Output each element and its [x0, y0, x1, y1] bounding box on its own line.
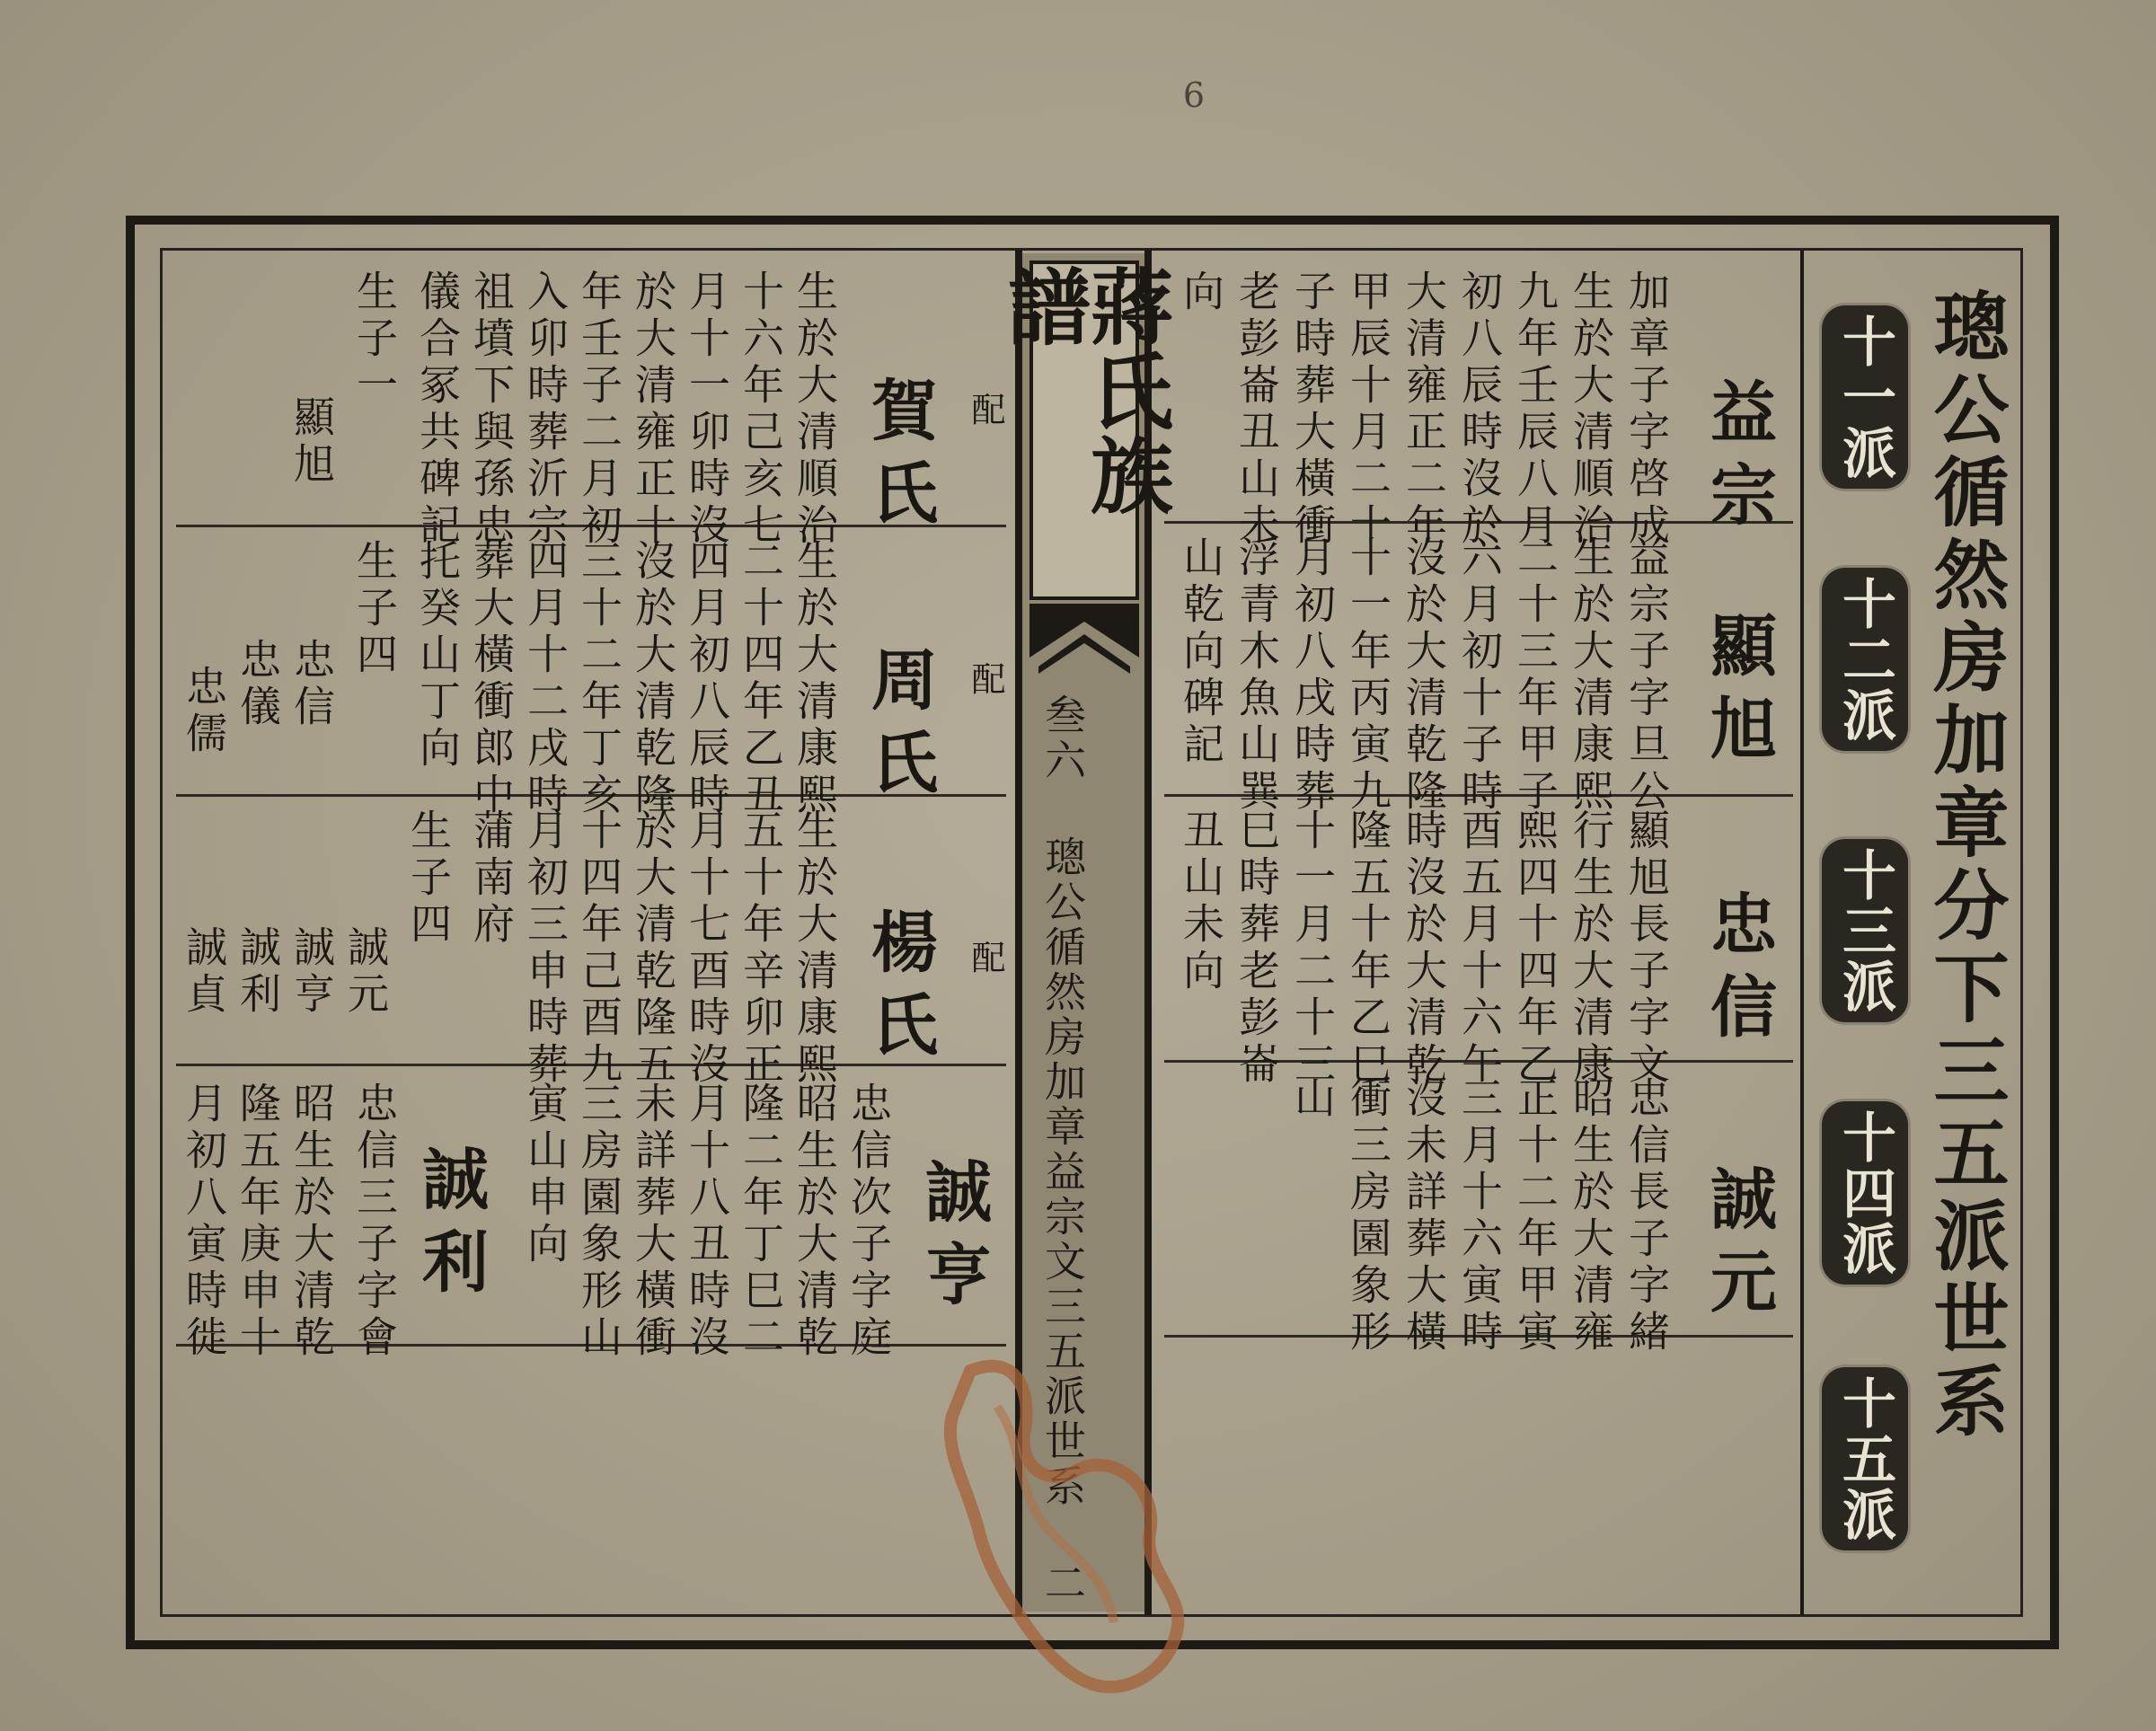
bio-chengyuan-1: 忠信長子字緒 [1622, 1076, 1671, 1356]
bio-zhou-1: 生於大清康熙 [791, 539, 839, 819]
pei-3: 配 [966, 940, 1005, 983]
bio-chengyuan-6: 衝三房園象形 [1344, 1076, 1392, 1356]
bio-zhongxin-9: 丑山未向 [1177, 808, 1225, 995]
bio-chengyuan-5: 沒未詳葬大橫 [1400, 1076, 1448, 1356]
bio-zhongxin-8: 巳時葬老彭崙 [1233, 808, 1281, 1089]
name-chengyuan: 誠元 [1700, 1164, 1777, 1329]
bio-he-1: 生於大清順治 [791, 269, 839, 550]
bio-he-2: 十六年己亥七 [737, 269, 785, 550]
bio-zhou-4: 沒於大清乾隆 [629, 539, 677, 819]
child-zhongyi: 忠儀 [234, 638, 282, 731]
bio-chengyuan-4: 三月十六寅時 [1455, 1076, 1504, 1356]
side-title: 璁公循然房加章分下三五派世系 [1922, 287, 2010, 1444]
bio-zhou-3: 四月初八辰時 [683, 539, 731, 819]
bio-yizong-2: 生於大清順治 [1567, 269, 1615, 550]
name-zhongxin: 忠信 [1700, 889, 1777, 1055]
bio-zhou-8: 托癸山丁向 [413, 539, 462, 773]
book-title: 蔣氏族譜 [994, 264, 1174, 517]
bio-chengli-3: 隆五年庚申十 [234, 1082, 282, 1362]
bio-yizong-3: 九年壬辰八月 [1511, 269, 1560, 550]
sheng-zi-3: 生子四 [404, 808, 453, 949]
bio-chengli-2: 昭生於大清乾 [287, 1082, 336, 1362]
bio-yang-1: 生於大清康熙 [791, 808, 839, 1089]
bio-yang-2: 五十年辛卯正 [737, 808, 785, 1089]
name-chengli: 誠利 [411, 1144, 489, 1310]
bio-chengyuan-7: 山 [1288, 1076, 1337, 1123]
bio-zhongxin-2: 行生於大清康 [1567, 808, 1615, 1089]
bio-xianxu-2: 生於大清康熙 [1567, 535, 1615, 816]
bio-he-4: 於大清雍正十 [629, 269, 677, 550]
bio-zhongxin-6: 隆五十年乙巳 [1344, 808, 1392, 1089]
bio-zhongxin-7: 十一月二十三 [1288, 808, 1337, 1089]
bio-chengting-3: 隆二年丁巳二 [737, 1082, 785, 1362]
bio-yizong-1: 加章子字啓成 [1622, 269, 1671, 550]
child-xianxu: 顯旭 [287, 395, 336, 489]
child-chengting: 誠亨 [287, 925, 336, 1019]
bio-chengyuan-2: 昭生於大清雍 [1567, 1076, 1615, 1356]
bio-zhongxin-5: 時沒於大清乾 [1400, 808, 1448, 1089]
child-zhongxin: 忠信 [287, 638, 336, 731]
bio-yang-3: 月十七酉時沒 [683, 808, 731, 1089]
bio-chengting-2: 昭生於大清乾 [791, 1082, 839, 1362]
spouse-zhou: 周氏 [861, 645, 938, 810]
bio-yizong-6: 甲辰十月二十 [1344, 269, 1392, 550]
bio-zhongxin-3: 熙四十四年乙 [1511, 808, 1560, 1089]
bio-he-8: 儀合冢共碑記 [413, 269, 462, 550]
bio-zhou-2: 二十四年乙丑 [737, 539, 785, 819]
bio-zhou-5: 三十二年丁亥 [575, 539, 623, 819]
bio-chengli-1: 忠信三子字會 [350, 1082, 399, 1362]
spouse-yang: 楊氏 [861, 907, 938, 1073]
child-chengli: 誠利 [234, 925, 282, 1019]
generation-badge-15: 十五派 [1825, 1371, 1904, 1547]
pei-2: 配 [966, 661, 1005, 704]
bio-yizong-4: 初八辰時沒於 [1455, 269, 1504, 550]
generation-badge-14: 十四派 [1825, 1105, 1904, 1281]
bio-xianxu-7: 月初八戌時葬 [1288, 535, 1337, 816]
bio-xianxu-6: 十一年丙寅九 [1344, 535, 1392, 816]
generation-badge-13: 十三派 [1825, 843, 1904, 1019]
bio-zhongxin-1: 顯旭長子字文 [1622, 808, 1671, 1089]
bio-yang-8: 寅山申向 [521, 1082, 570, 1268]
bio-zhou-6: 四月十二戌時 [521, 539, 570, 819]
bio-xianxu-5: 沒於大清乾隆 [1400, 535, 1448, 816]
side-rule [1800, 250, 1804, 1615]
bio-chengyuan-3: 正十二年甲寅 [1511, 1076, 1560, 1356]
bio-xianxu-3: 二十三年甲子 [1511, 535, 1560, 816]
name-chengting: 誠亨 [915, 1157, 992, 1322]
center-subtitle: 叁六 璁公循然房加章益宗文三五派世系 二 [1038, 693, 1087, 1606]
bio-he-3: 月十一卯時沒 [683, 269, 731, 550]
bio-chengting-6: 三房園象形山 [575, 1082, 623, 1362]
bio-chengting-1: 忠信次子字庭 [844, 1082, 893, 1362]
name-yizong: 益宗 [1700, 377, 1777, 543]
bio-xianxu-4: 六月初十子時 [1455, 535, 1504, 816]
spouse-he: 賀氏 [861, 375, 938, 541]
generation-badge-11: 十一派 [1825, 309, 1904, 485]
header-mark: 6 [1174, 75, 1214, 124]
bio-xianxu-1: 益宗子字旦公 [1622, 535, 1671, 816]
bio-yang-6: 月初三申時葬 [521, 808, 570, 1089]
child-chengzhen: 誠貞 [180, 925, 228, 1019]
sheng-zi-1: 生子一 [350, 269, 399, 410]
book-title-box [994, 261, 1174, 600]
bio-xianxu-9: 山乾向碑記 [1177, 535, 1225, 769]
bio-he-6: 入卯時葬沂宗 [521, 269, 570, 550]
child-chengyuan: 誠元 [341, 925, 390, 1019]
bio-yizong-5: 大清雍正二年 [1400, 269, 1448, 550]
bio-zhongxin-4: 酉五月十六午 [1455, 808, 1504, 1089]
bio-he-7: 祖墳下與孫忠 [467, 269, 516, 550]
bio-chengting-5: 未詳葬大橫衝 [629, 1082, 677, 1362]
ink-seal-stain [934, 1335, 1231, 1712]
pei-1: 配 [966, 392, 1005, 435]
bio-yang-5: 十四年己酉九 [575, 808, 623, 1089]
sheng-zi-2: 生子四 [350, 539, 399, 679]
generation-badge-12: 十二派 [1825, 571, 1904, 747]
bio-chengli-4: 月初八寅時徙 [180, 1082, 228, 1362]
bio-zhou-7: 葬大橫衝郎中 [467, 539, 516, 819]
bio-yang-7: 蒲南府 [467, 808, 516, 949]
bio-chengting-4: 月十八丑時沒 [683, 1082, 731, 1362]
bio-yizong-7: 子時葬大橫衝 [1288, 269, 1337, 550]
bio-yizong-9: 向 [1177, 269, 1225, 316]
child-zhongru: 忠儒 [180, 665, 228, 758]
bio-yang-4: 於大清乾隆五 [629, 808, 677, 1089]
bio-he-5: 年壬子二月初 [575, 269, 623, 550]
bio-xianxu-8: 浮青木魚山巽 [1233, 535, 1281, 816]
name-xianxu: 顯旭 [1700, 611, 1777, 776]
bio-yizong-8: 老彭崙丑山未 [1233, 269, 1281, 550]
